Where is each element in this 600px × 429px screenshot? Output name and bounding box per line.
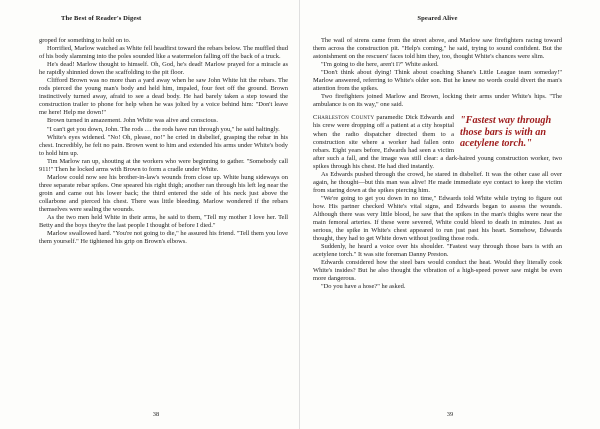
paragraph: "Don't think about dying! Think about coaching Shane's Little League team someday!" Marlow answered, referring to White's older son. But he knew no words could divert the man's attention from the spikes.	[313, 69, 562, 93]
pull-quote	[460, 115, 564, 149]
paragraph: Brown turned in amazement. John White was alive and conscious.	[47, 117, 218, 125]
paragraph: As the two men held White in their arms, he said to them, "Tell my mother I love her. Tell Betty and the boys they're the last people I thought of before I died."	[39, 214, 288, 230]
paragraph-italic-thought: He's dead! Marlow thought to himself. Oh, God, he's dead! Marlow prayed for a miracle as he rapidly shinnied down the scaffolding to the pit floor.	[39, 61, 288, 77]
paragraph: "Do you have a hose?" he asked.	[321, 283, 406, 291]
paragraph: "We're going to get you down in no time," Edwards told White while trying to figure out how. His partner checked White's vital signs, and Edwards began to assess the wounds. Although there was very little blood, he saw that the spikes in the man's thighs were near the main femoral arteries. If these were severed, White could bleed to death in minutes. Just as serious, the spike in White's chest appeared to run just past his heart. Somehow, Edwards thought, they had to get White down without jostling those rods.	[313, 194, 562, 243]
paragraph: Marlow swallowed hard. "You're not going to die," he assured his friend. "Tell them you love them yourself." He tightened his grip on Brown's elbows.	[39, 230, 288, 246]
right-page-number: 39	[446, 411, 454, 418]
paragraph: groped for something to hold on to.	[39, 37, 131, 44]
paragraph: Horrified, Marlow watched as White fell headfirst toward the rebars below. The muffled thud of his body slamming into the poles sounded like a watermelon falling off the back of a truck.	[39, 45, 288, 61]
paragraph: Edwards considered how the steel bars would conduct the heat. Would they literally cook White's insides? But he also thought the vibration of a high-speed power saw might be even more dangerous.	[313, 259, 562, 283]
paragraph: Two firefighters joined Marlow and Brown, locking their arms under White's hips. "The ambulance is on its way," one said.	[313, 93, 562, 109]
left-body-text	[39, 37, 288, 246]
paragraph: Suddenly, he heard a voice over his shoulder. "Fastest way through those bars is with an acetylene torch." It was site foreman Danny Preston.	[313, 243, 562, 259]
paragraph: White's eyes widened. "No! Oh, please, no!" he cried in disbelief, grasping the rebar in his chest. Incredibly, he felt no pain. Brown went to him and extended his arms under White's body to hold him up.	[39, 133, 288, 157]
left-page-number: 38	[152, 411, 160, 418]
right-page	[300, 0, 600, 429]
paragraph: The wail of sirens came from the street above, and Marlow saw firefighters racing toward them across the construction pit. "Help's coming," he said, trying to sound confident. But the astonishment on the rescuers' faces told him they, too, thought White's chances were slim.	[313, 37, 562, 61]
paragraph: "I'm going to die here, aren't I?" White asked.	[321, 61, 439, 69]
section-paragraph	[313, 114, 562, 170]
left-running-head: The Best of Reader's Digest	[61, 15, 142, 22]
right-body-text	[313, 37, 562, 291]
section-paragraph-text: paramedic Dick Edwards and his crew were dropping off a patient at a city hospital when the radio dispatcher directed them to a construction site where a worker had fallen onto rebars. Eight years before, Edwards had seen a victim after such a fall, and the image was still clear: a dark-haired young construction worker, two spikes through his chest. He had died instantly.	[313, 114, 562, 170]
paragraph: Clifford Brown was no more than a yard away when he saw John White hit the rebars. The rods pierced the young man's body and held him, impaled, four feet off the ground. Brown instinctively turned away, afraid to see a dead body. He had barely taken a step toward the construction trailer to phone for help when he was jolted by a voice behind him: "Don't leave me here! Help me down!"	[39, 77, 288, 117]
paragraph: "I can't get you down, John. The rods … the rods have run through you," he said haltingly.	[47, 125, 280, 133]
paragraph: Tim Marlow ran up, shouting at the workers who were beginning to gather. "Somebody call 911!" Then he locked arms with Brown to form a cradle under White.	[39, 157, 288, 173]
pull-quote-text: "Fastest way through those bars is with an acetylene torch."	[460, 115, 552, 149]
paragraph: As Edwards pushed through the crowd, he stared in disbelief. It was the other case all over again, he thought—but this man was alive! He made immediate eye contact to keep the victim from staring down at the spikes piercing him.	[313, 170, 562, 194]
section-lead-smallcaps: Charleston County	[313, 114, 375, 122]
right-running-head: Speared Alive	[417, 15, 458, 22]
paragraph: Marlow could now see his brother-in-law's wounds from close up. White hung sideways on three separate rebar spikes. One speared his right thigh; another ran through his left leg near the groin and came out his lower back; the third entered the side of his neck just above the collarbone and pierced his chest. There was little bleeding. Marlow wondered if the rebars themselves were sealing the wounds.	[39, 173, 288, 213]
